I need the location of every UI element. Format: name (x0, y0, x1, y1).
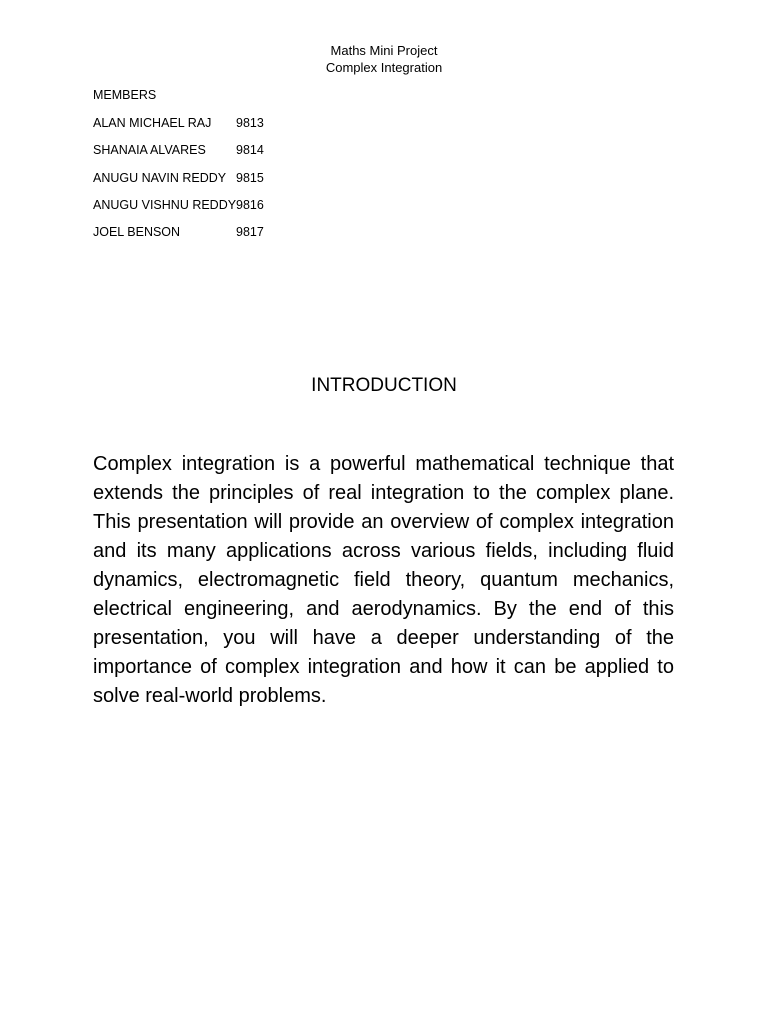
member-row (93, 224, 313, 251)
member-row (93, 142, 313, 169)
member-id: 9816 (236, 197, 264, 212)
member-id: 9813 (236, 116, 264, 130)
member-row (93, 170, 313, 197)
introduction-paragraph: Complex integration is a powerful mathematical technique that extends the principles of real integration to the complex plane. This presentation will provide an overview of complex integration and its many applications across various fields, including fluid dynamics, electromagnetic field theory, quantum mechanics, electrical engineering, and aerodynamics. By the end of this presentation, you will have a deeper understanding of the importance of complex integration and how it can be applied to solve real-world problems. (93, 453, 674, 707)
member-list (93, 115, 313, 251)
member-id: 9814 (236, 143, 264, 158)
document-title: Maths Mini Project (330, 43, 438, 58)
member-name: ANUGU VISHNU REDDY (93, 197, 237, 212)
member-name: ALAN MICHAEL RAJ (93, 116, 212, 130)
member-name: SHANAIA ALVARES (93, 143, 206, 158)
member-row (93, 197, 313, 224)
members-heading: MEMBERS (93, 88, 157, 102)
member-row (93, 115, 313, 142)
member-id: 9817 (236, 225, 264, 240)
member-name: JOEL BENSON (93, 225, 181, 240)
member-name: ANUGU NAVIN REDDY (93, 170, 227, 185)
document-subtitle: Complex Integration (325, 60, 443, 75)
member-id: 9815 (236, 170, 264, 185)
introduction-heading: INTRODUCTION (311, 375, 457, 396)
